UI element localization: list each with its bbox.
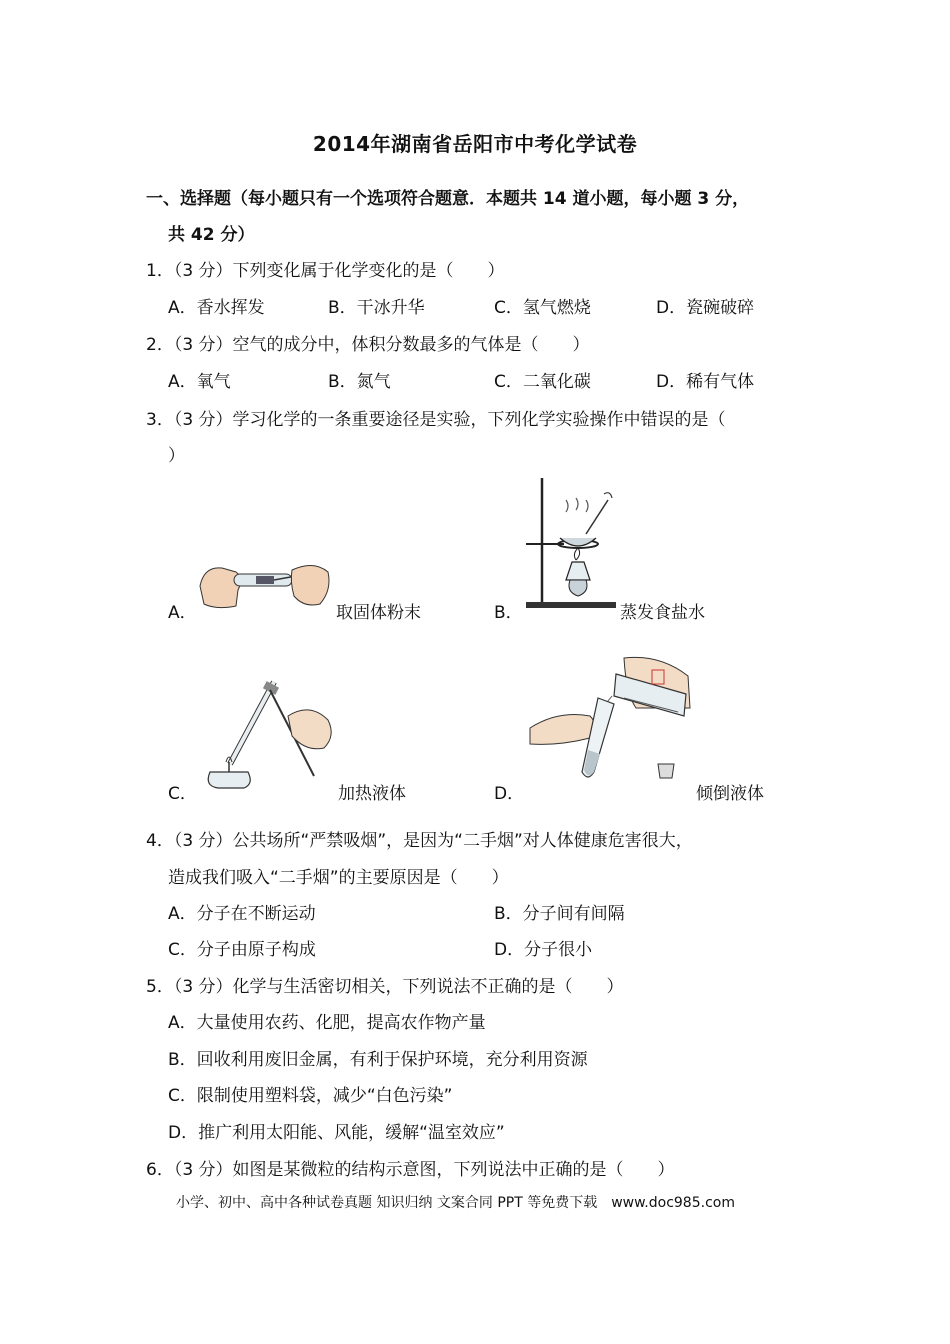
q1-option-c: C．氢气燃烧 bbox=[494, 298, 591, 318]
q2-option-b: B．氮气 bbox=[328, 372, 391, 392]
q3-option-b-caption: 蒸发食盐水 bbox=[620, 603, 705, 623]
q5-option-b: B．回收利用废旧金属，有利于保护环境，充分利用资源 bbox=[168, 1050, 588, 1070]
question-1-stem: 1．（3 分）下列变化属于化学变化的是（ ） bbox=[146, 261, 505, 281]
q5-option-d: D．推广利用太阳能、风能，缓解“温室效应” bbox=[168, 1123, 505, 1143]
question-2-stem: 2．（3 分）空气的成分中，体积分数最多的气体是（ ） bbox=[146, 335, 590, 355]
question-3-stem-line1: 3．（3 分）学习化学的一条重要途径是实验，下列化学实验操作中错误的是（ bbox=[146, 410, 726, 430]
heating-liquid-illustration bbox=[196, 676, 340, 792]
question-3-stem-line2: ） bbox=[168, 446, 185, 466]
q3-option-c-caption: 加热液体 bbox=[338, 784, 406, 804]
question-4-stem-line2: 造成我们吸入“二手烟”的主要原因是（ ） bbox=[168, 868, 509, 888]
q1-option-b: B．干冰升华 bbox=[328, 298, 425, 318]
q4-option-b: B．分子间有间隔 bbox=[494, 904, 625, 924]
q1-option-d: D．瓷碗破碎 bbox=[656, 298, 755, 318]
q3-option-d-caption: 倾倒液体 bbox=[696, 784, 764, 804]
q4-option-a: A．分子在不断运动 bbox=[168, 904, 316, 924]
q4-option-c: C．分子由原子构成 bbox=[168, 940, 316, 960]
test-tube-powder-illustration bbox=[196, 556, 334, 612]
section-header-line1: 一、选择题（每小题只有一个选项符合题意．本题共 14 道小题，每小题 3 分， bbox=[146, 189, 750, 209]
q2-option-d: D．稀有气体 bbox=[656, 372, 755, 392]
page-title: 2014年湖南省岳阳市中考化学试卷 bbox=[312, 132, 638, 156]
section-header-line2: 共 42 分） bbox=[168, 225, 255, 245]
q3-option-a-letter: A． bbox=[168, 603, 197, 623]
page-footer: 小学、初中、高中各种试卷真题 知识归纳 文案合同 PPT 等免费下载 www.doc985.com bbox=[176, 1195, 735, 1211]
q4-option-d: D．分子很小 bbox=[494, 940, 593, 960]
q3-option-d-letter: D． bbox=[494, 784, 525, 804]
q3-option-c-letter: C． bbox=[168, 784, 197, 804]
question-4-stem-line1: 4．（3 分）公共场所“严禁吸烟”，是因为“二手烟”对人体健康危害很大， bbox=[146, 831, 693, 851]
q2-option-c: C．二氧化碳 bbox=[494, 372, 591, 392]
q5-option-c: C．限制使用塑料袋，减少“白色污染” bbox=[168, 1086, 453, 1106]
pouring-liquid-illustration bbox=[528, 654, 696, 788]
question-5-stem: 5．（3 分）化学与生活密切相关，下列说法不正确的是（ ） bbox=[146, 977, 624, 997]
evaporation-apparatus-illustration bbox=[524, 476, 618, 612]
question-6-stem: 6．（3 分）如图是某微粒的结构示意图，下列说法中正确的是（ ） bbox=[146, 1160, 675, 1180]
q1-option-a: A．香水挥发 bbox=[168, 298, 265, 318]
q3-option-a-caption: 取固体粉末 bbox=[336, 603, 421, 623]
q5-option-a: A．大量使用农药、化肥，提高农作物产量 bbox=[168, 1013, 486, 1033]
q3-option-b-letter: B． bbox=[494, 603, 523, 623]
q2-option-a: A．氧气 bbox=[168, 372, 231, 392]
